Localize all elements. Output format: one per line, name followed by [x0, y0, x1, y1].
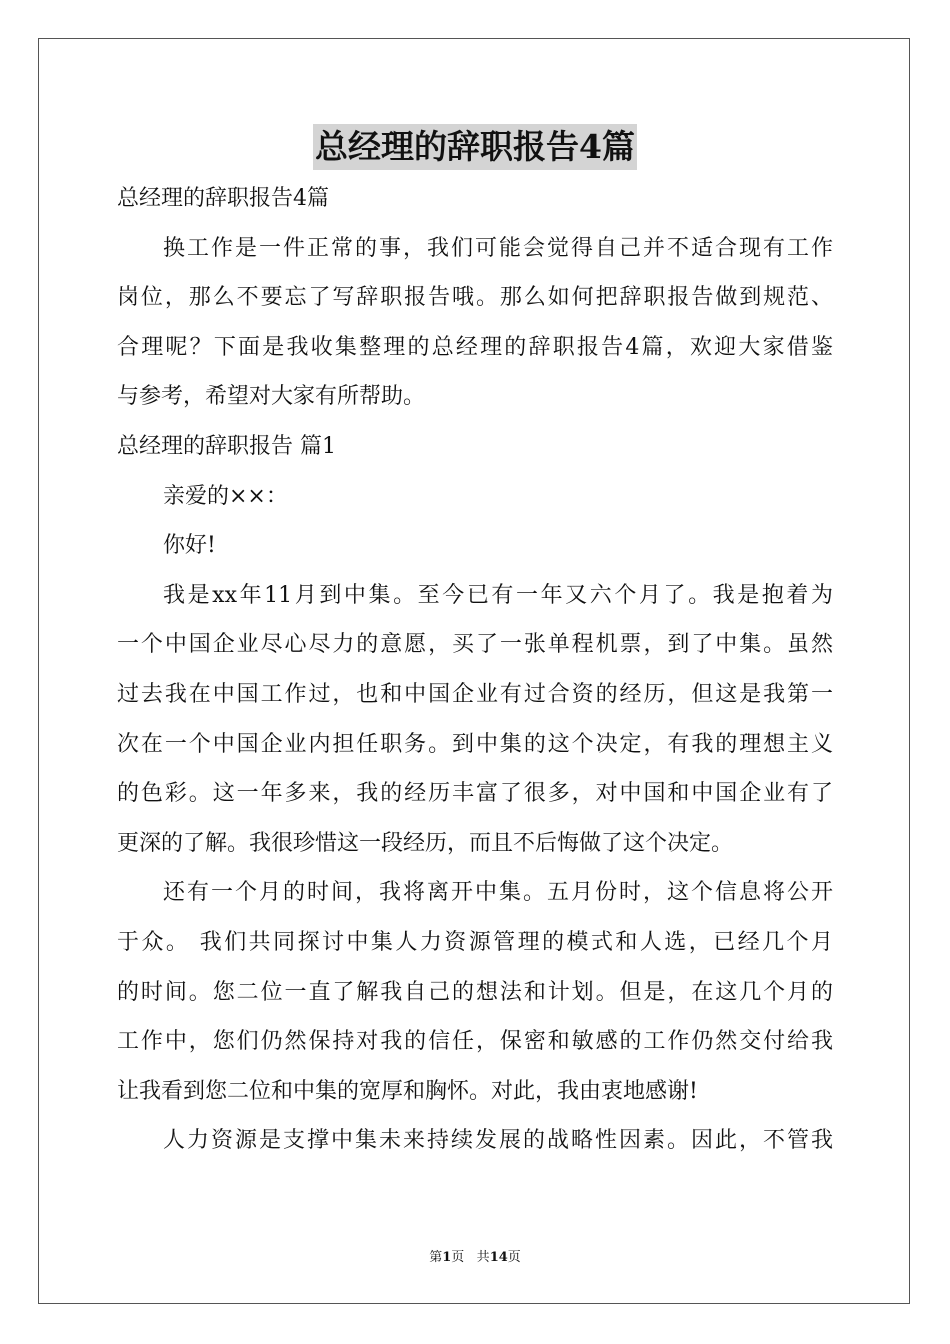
page-current: 1: [442, 1250, 452, 1265]
paragraph-line: 让我看到您二位和中集的宽厚和胸怀。对此，我由衷地感谢!: [117, 1078, 698, 1104]
paragraph-line: 的时间。您二位一直了解我自己的想法和计划。但是，在这几个月的: [117, 979, 833, 1005]
page-prefix: 第: [429, 1250, 443, 1265]
total-prefix: 共: [476, 1250, 490, 1265]
page-footer: [0, 1246, 950, 1265]
paragraph-line: 更深的了解。我很珍惜这一段经历，而且不后悔做了这个决定。: [117, 830, 734, 856]
paragraph-line: 次在一个中国企业内担任职务。到中集的这个决定，有我的理想主义: [117, 731, 833, 757]
document-title: 总经理的辞职报告4篇: [313, 124, 637, 170]
paragraph-line: 换工作是一件正常的事，我们可能会觉得自己并不适合现有工作: [163, 235, 833, 261]
paragraph-line: 还有一个月的时间，我将离开中集。五月份时，这个信息将公开: [163, 880, 833, 906]
title-wrap: [0, 124, 950, 170]
paragraph-line: 工作中，您们仍然保持对我的信任，保密和敏感的工作仍然交付给我: [117, 1029, 833, 1055]
paragraph-line: 一个中国企业尽心尽力的意愿，买了一张单程机票，到了中集。虽然: [117, 632, 833, 658]
page-total: 14: [489, 1250, 508, 1265]
subtitle-line: 总经理的辞职报告4篇: [117, 186, 329, 211]
document-body: [117, 174, 833, 1166]
paragraph-line: 合理呢？下面是我收集整理的总经理的辞职报告4篇，欢迎大家借鉴: [117, 334, 833, 360]
total-suffix: 页: [507, 1250, 521, 1265]
paragraph-line: 于众。 我们共同探讨中集人力资源管理的模式和人选，已经几个月: [117, 929, 833, 955]
salutation-line: 亲爱的××：: [163, 483, 288, 509]
paragraph-line: 人力资源是支撑中集未来持续发展的战略性因素。因此，不管我: [163, 1128, 833, 1154]
paragraph-line: 的色彩。这一年多来，我的经历丰富了很多，对中国和中国企业有了: [117, 781, 833, 807]
paragraph-line: 过去我在中国工作过，也和中国企业有过合资的经历，但这是我第一: [117, 681, 833, 707]
paragraph-line: 岗位，那么不要忘了写辞职报告哦。那么如何把辞职报告做到规范、: [117, 285, 833, 311]
section-heading: 总经理的辞职报告 篇1: [117, 433, 336, 459]
paragraph-line: 我是xx年11月到中集。至今已有一年又六个月了。我是抱着为: [163, 582, 833, 608]
greeting-line: 你好!: [163, 533, 216, 559]
paragraph-line: 与参考，希望对大家有所帮助。: [117, 384, 426, 410]
page-suffix: 页: [451, 1250, 465, 1265]
